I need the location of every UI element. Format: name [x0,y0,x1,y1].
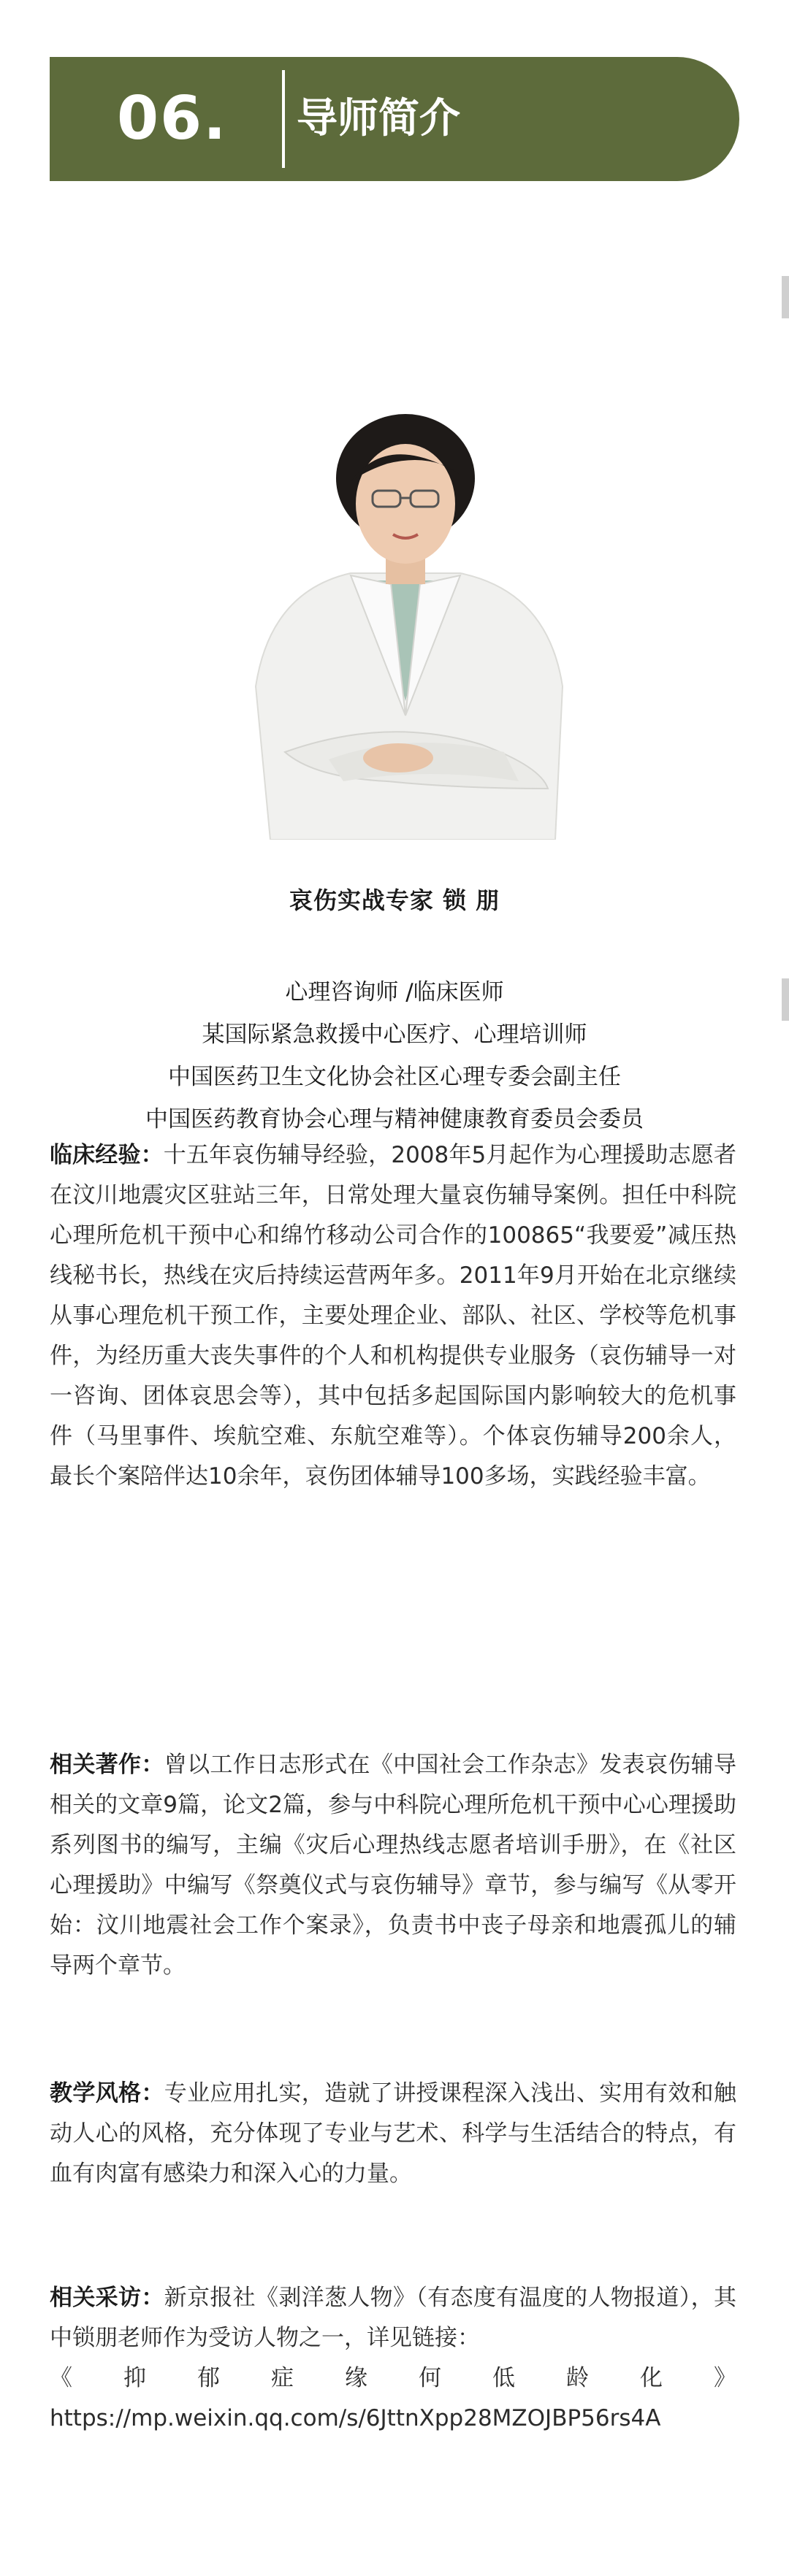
title-char: 化 [640,2365,663,2391]
mentor-name: 哀伤实战专家 锁 朋 [289,886,500,914]
role-line: 某国际紧急救援中心医疗、心理培训师 [202,1021,587,1048]
teaching-style-label: 教学风格： [50,2080,164,2107]
publications-section [50,1745,736,1986]
clinical-experience-text: 十五年哀伤辅导经验，2008年5月起作为心理援助志愿者在汶川地震灾区驻站三年，日常处理大量哀伤辅导案例。担任中科院心理所危机干预中心和绵竹移动公司合作的100865“我要爱”减压热线秘书长，热线在灾后持续运营两年多。2011年9月开始在北京继续从事心理危机干预工作，主要处理企业、部队、社区、学校等危机事件，为经历重大丧失事件的个人和机构提供专业服务（哀伤辅导一对一咨询、团体哀思会等），其中包括多起国际国内影响较大的危机事件（马里事件、埃航空难、东航空难等）。个体哀伤辅导200余人，最长个案陪伴达10余年，哀伤团体辅导100多场，实践经验丰富。 [50,1142,736,1490]
interview-label: 相关采访： [50,2285,164,2311]
title-char: 》 [714,2365,736,2391]
title-char: 郁 [197,2365,220,2391]
title-char: 低 [492,2365,515,2391]
publications-label: 相关著作： [50,1752,164,1778]
clinical-experience-label: 临床经验： [50,1142,164,1168]
mentor-portrait [241,409,570,840]
title-char: 《 [50,2365,72,2391]
clinical-experience-section [50,1135,736,1497]
title-char: 何 [419,2365,441,2391]
section-title: 导师简介 [297,95,460,142]
scroll-indicator-top [782,276,789,318]
title-char: 龄 [566,2365,589,2391]
teaching-style-text: 专业应用扎实，造就了讲授课程深入浅出、实用有效和触动人心的风格，充分体现了专业与艺术、科学与生活结合的特点，有血有肉富有感染力和深入心的力量。 [50,2080,737,2187]
interview-text: 新京报社《剥洋葱人物》（有态度有温度的人物报道），其中锁朋老师作为受访人物之一，详见链接： [50,2285,737,2351]
teaching-style-section [50,2074,736,2194]
role-line: 心理咨询师 /临床医师 [285,979,504,1005]
role-line: 中国医药教育协会心理与精神健康教育委员会委员 [145,1106,644,1132]
section-number: 06. [117,84,228,153]
interview-url-link[interactable]: https://mp.weixin.qq.com/s/6JttnXpp28MZOJBP56rs4A [50,2405,661,2431]
title-char: 症 [271,2365,294,2391]
role-line: 中国医药卫生文化协会社区心理专委会副主任 [168,1064,621,1090]
title-char: 缘 [345,2365,367,2391]
section-header-banner [50,57,739,181]
publications-text: 曾以工作日志形式在《中国社会工作杂志》发表哀伤辅导相关的文章9篇，论文2篇，参与中科院心理所危机干预中心心理援助系列图书的编写，主编《灾后心理热线志愿者培训手册》，在《社区心理援助》中编写《祭奠仪式与哀伤辅导》章节，参与编写《从零开始：汶川地震社会工作个案录》，负责书中丧子母亲和地震孤儿的辅导两个章节。 [50,1752,737,1979]
title-char: 抑 [123,2365,146,2391]
mentor-roles [0,971,789,1141]
interview-article-title[interactable] [50,2358,736,2399]
header-divider [282,70,285,168]
interview-section [50,2278,736,2439]
